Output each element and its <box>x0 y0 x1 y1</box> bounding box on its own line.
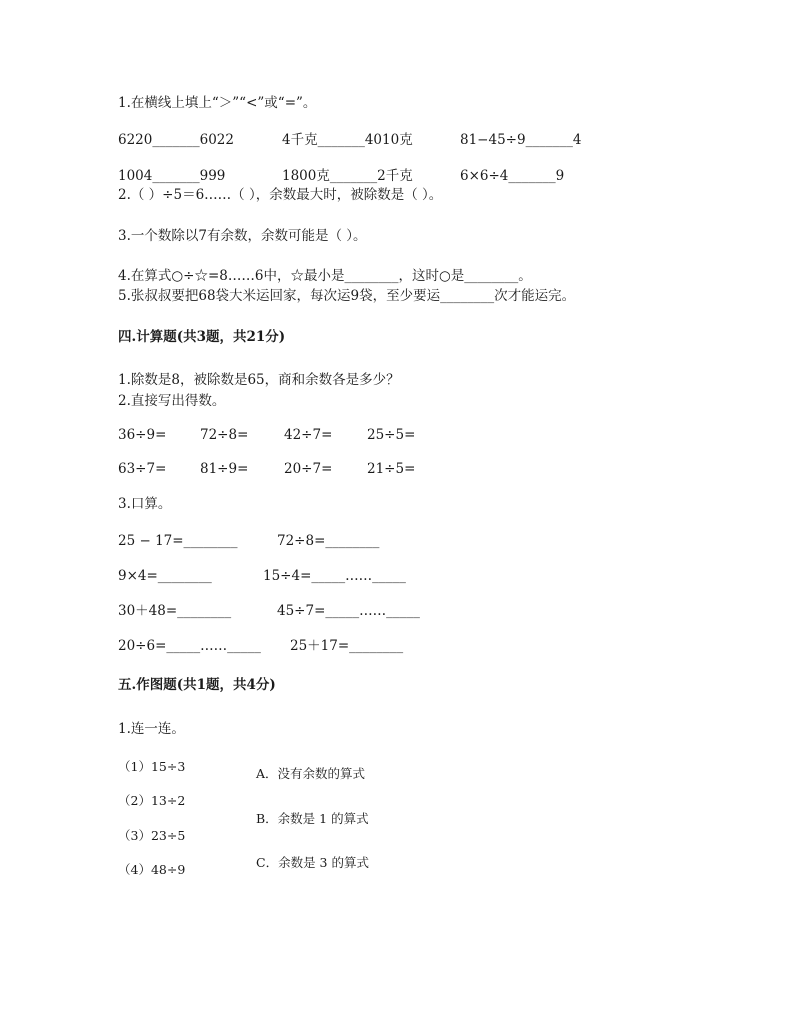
q5-text: 5.张叔叔要把68袋大米运回家，每次运9袋，至少要运________次才能运完。 <box>118 288 576 304</box>
s4-q3-item: 25＋17=________ <box>290 638 404 654</box>
q4-text: 4.在算式○÷☆=8……6中，☆最小是________，这时○是________。 <box>118 268 532 284</box>
q1-compare-6: 6×6÷4_______9 <box>460 168 565 184</box>
s4-q3-item: 45÷7=_____……_____ <box>277 603 420 619</box>
s4-q2-item: 72÷8= <box>200 427 249 443</box>
s4-q2-item: 63÷7= <box>118 461 167 477</box>
s4-q1-text: 1.除数是8，被除数是65，商和余数各是多少？ <box>118 372 400 388</box>
s4-q3-item: 15÷4=_____……_____ <box>263 568 406 584</box>
s4-q2-item: 81÷9= <box>200 461 249 477</box>
q1-compare-5: 1800克_______2千克 <box>282 168 413 184</box>
s4-q2-item: 36÷9= <box>118 427 167 443</box>
q1-title: 1.在横线上填上“＞”“<”或“=”。 <box>118 95 317 111</box>
s4-q2-title: 2.直接写出得数。 <box>118 393 226 409</box>
match-left-item: （1）15÷3 <box>118 759 186 774</box>
section4-heading: 四.计算题(共3题，共21分) <box>118 329 286 345</box>
q1-compare-2: 4千克_______4010克 <box>282 132 413 148</box>
match-right-item: B．余数是 1 的算式 <box>256 811 369 826</box>
match-right-item: C．余数是 3 的算式 <box>256 855 369 870</box>
s4-q2-item: 25÷5= <box>367 427 416 443</box>
match-left-item: （3）23÷5 <box>118 828 186 843</box>
s4-q3-title: 3.口算。 <box>118 496 172 512</box>
q2-text: 2.（ ）÷5＝6……（ ），余数最大时，被除数是（ ）。 <box>118 187 443 203</box>
q1-compare-1: 6220_______6022 <box>118 132 234 148</box>
q3-text: 3.一个数除以7有余数，余数可能是（ ）。 <box>118 228 367 244</box>
section5-heading: 五.作图题(共1题，共4分) <box>118 677 276 693</box>
s4-q2-item: 20÷7= <box>284 461 333 477</box>
q1-compare-4: 1004_______999 <box>118 168 226 184</box>
s4-q3-item: 20÷6=_____……_____ <box>118 638 261 654</box>
s4-q3-item: 72÷8=________ <box>277 533 380 549</box>
match-left-item: （4）48÷9 <box>118 862 186 877</box>
s4-q2-item: 42÷7= <box>284 427 333 443</box>
s4-q3-item: 30＋48=________ <box>118 603 232 619</box>
s5-q1-title: 1.连一连。 <box>118 721 185 737</box>
match-right-item: A．没有余数的算式 <box>256 766 366 781</box>
s4-q2-item: 21÷5= <box>367 461 416 477</box>
q1-compare-3: 81−45÷9_______4 <box>460 132 582 148</box>
s4-q3-item: 9×4=________ <box>118 568 212 584</box>
match-left-item: （2）13÷2 <box>118 793 186 808</box>
s4-q3-item: 25 − 17=________ <box>118 533 238 549</box>
